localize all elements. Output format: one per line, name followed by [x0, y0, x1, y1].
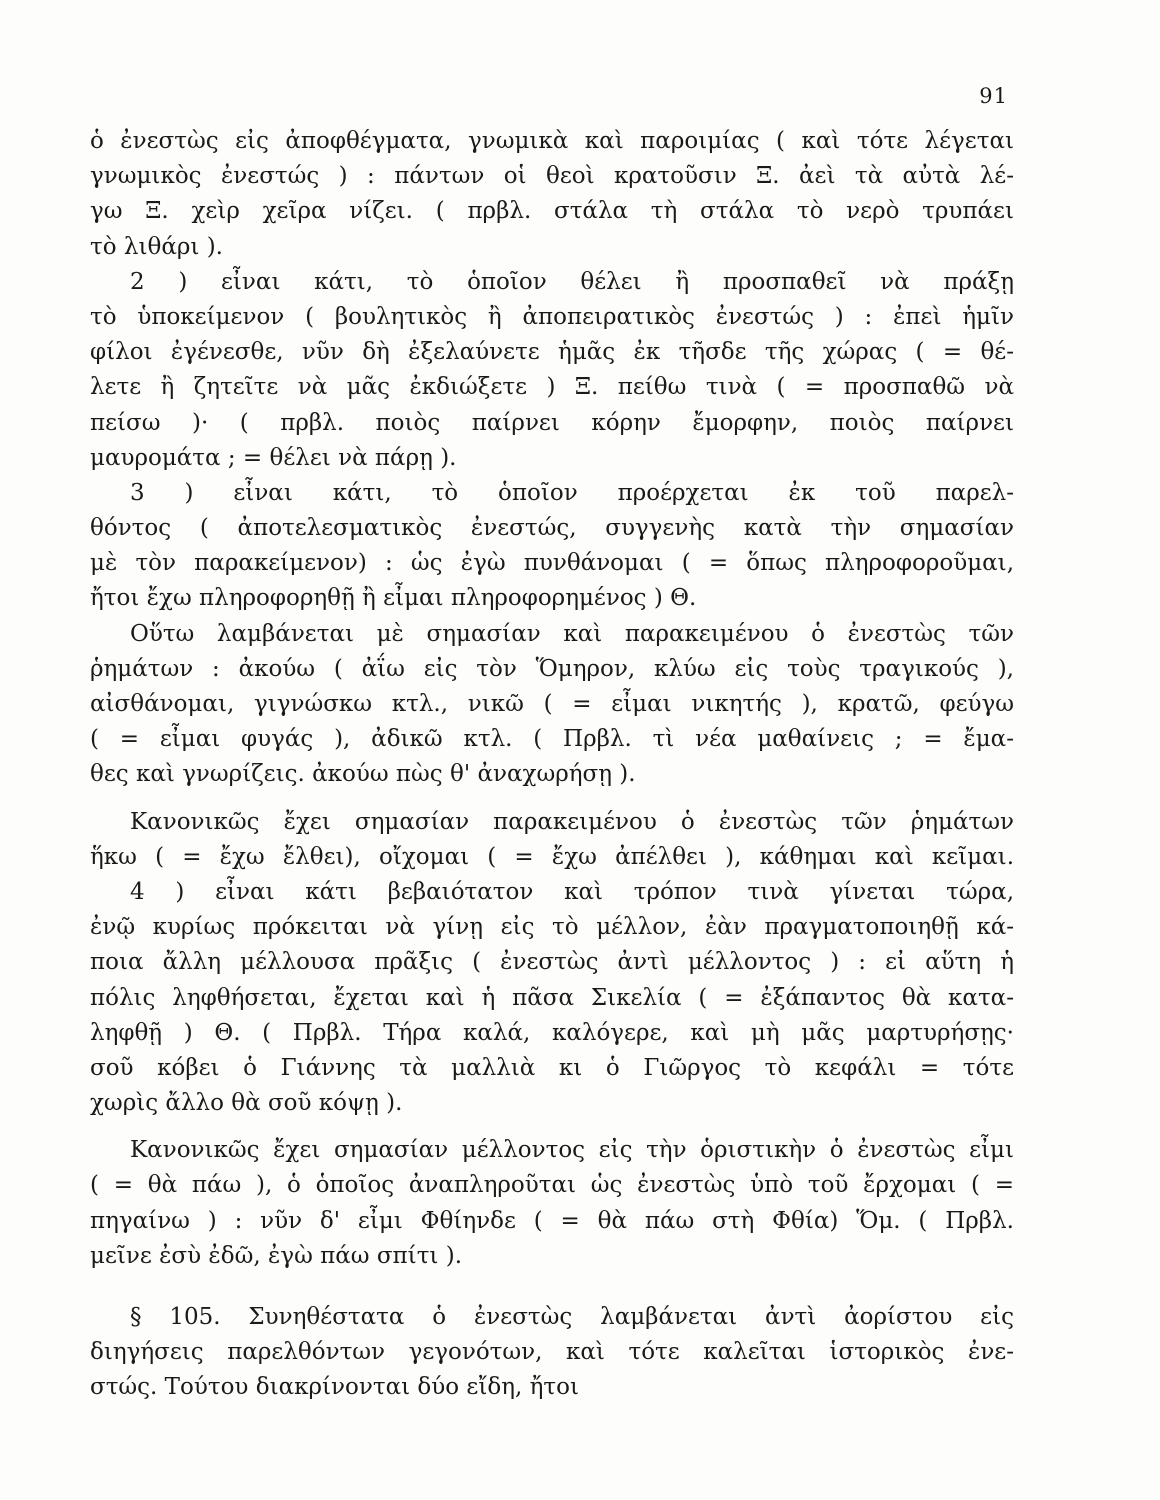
text-line: Κανονικῶς ἔχει σημασίαν παρακειμένου ὁ ἐνεστὼς τῶν ῥημάτων — [130, 808, 1014, 835]
text-line: ἥκω ( = ἔχω ἔλθει), οἴχομαι ( = ἔχω ἀπέλθει ), κάθημαι καὶ κεῖμαι. — [90, 843, 1014, 870]
text-line: πείσω )· ( πρβλ. ποιὸς παίρνει κόρην ἔμορφην, ποιὸς παίρνει — [90, 409, 1014, 436]
text-line: 2 ) εἶναι κάτι, τὸ ὁποῖον θέλει ἢ προσπαθεῖ νὰ πράξῃ — [130, 268, 1014, 295]
text-line: γω Ξ. χεὶρ χεῖρα νίζει. ( πρβλ. στάλα τὴ στάλα τὸ νερὸ τρυπάει — [90, 198, 1014, 225]
spacer — [90, 1274, 1014, 1300]
text-line: λετε ἢ ζητεῖτε νὰ μᾶς ἐκδιώξετε ) Ξ. πείθω τινὰ ( = προσπαθῶ νὰ — [90, 374, 1014, 401]
text-line: πόλις ληφθήσεται, ἔχεται καὶ ἡ πᾶσα Σικελία ( = ἐξάπαντος θὰ κατα- — [90, 984, 1014, 1011]
text-line: μὲ τὸν παρακείμενον) : ὡς ἐγὼ πυνθάνομαι ( = ὅπως πληροφοροῦμαι, — [90, 550, 1014, 577]
text-line: 3 ) εἶναι κάτι, τὸ ὁποῖον προέρχεται ἐκ τοῦ παρελ- — [130, 479, 1014, 506]
text-line: πηγαίνω ) : νῦν δ' εἶμι Φθίηνδε ( = θὰ πάω στὴ Φθία) Ὅμ. ( Πρβλ. — [90, 1207, 1014, 1234]
text-line: σοῦ κόβει ὁ Γιάννης τὰ μαλλιὰ κι ὁ Γιῶργος τὸ κεφάλι = τότε — [90, 1054, 1014, 1081]
text-line: αἰσθάνομαι, γιγνώσκω κτλ., νικῶ ( = εἶμαι νικητής ), κρατῶ, φεύγω — [90, 691, 1014, 717]
spacer — [90, 1121, 1014, 1133]
text-line: διηγήσεις παρελθόντων γεγονότων, καὶ τότε καλεῖται ἱστορικὸς ἐνε- — [90, 1339, 1014, 1366]
text-line: ἐνῷ κυρίως πρόκειται νὰ γίνῃ εἰς τὸ μέλλον, ἐὰν πραγματοποιηθῇ κά- — [90, 914, 1014, 941]
text-line: ( = εἶμαι φυγάς ), ἀδικῶ κτλ. ( Πρβλ. τὶ νέα μαθαίνεις ; = ἔμα- — [90, 726, 1014, 753]
section-heading-line: § 105. Συνηθέστατα ὁ ἐνεστὼς λαμβάνεται ἀντὶ ἀορίστου εἰς — [130, 1304, 1014, 1330]
text-line: θόντος ( ἀποτελεσματικὸς ἐνεστώς, συγγενὴς κατὰ τὴν σημασίαν — [90, 515, 1014, 542]
spacer — [90, 793, 1014, 805]
text-line: ῥημάτων : ἀκούω ( ἀΐω εἰς τὸν Ὅμηρον, κλύω εἰς τοὺς τραγικούς ), — [90, 655, 1014, 682]
text-line: Κανονικῶς ἔχει σημασίαν μέλλοντος εἰς τὴν ὁριστικὴν ὁ ἐνεστὼς εἶμι — [130, 1137, 1014, 1164]
text-line: θες καὶ γνωρίζεις. ἀκούω πὼς θ' ἀναχωρήσῃ ). — [90, 761, 636, 788]
text-line: Οὕτω λαμβάνεται μὲ σημασίαν καὶ παρακειμένου ὁ ἐνεστὼς τῶν — [130, 620, 1014, 647]
text-line: ὁ ἐνεστὼς εἰς ἀποφθέγματα, γνωμικὰ καὶ παροιμίας ( καὶ τότε λέγεται — [90, 128, 1014, 154]
text-line: φίλοι ἐγένεσθε, νῦν δὴ ἐξελαύνετε ἡμᾶς ἐκ τῆσδε τῆς χώρας ( = θέ- — [90, 339, 1014, 366]
text-line: ἤτοι ἔχω πληροφορηθῇ ἢ εἶμαι πληροφορημένος ) Θ. — [90, 585, 697, 612]
text-line: ποια ἄλλη μέλλουσα πρᾶξις ( ἐνεστὼς ἀντὶ μέλλοντος ) : εἰ αὕτη ἡ — [90, 949, 1014, 976]
text-line: στώς. Τούτου διακρίνονται δύο εἴδη, ἤτοι — [90, 1374, 579, 1401]
body-text — [90, 124, 1014, 1406]
text-line: γνωμικὸς ἐνεστώς ) : πάντων οἱ θεοὶ κρατοῦσιν Ξ. ἀεὶ τὰ αὐτὰ λέ- — [90, 163, 1014, 190]
page-number: 91 — [979, 84, 1008, 108]
text-line: τὸ λιθάρι ). — [90, 233, 223, 260]
text-line: μεῖνε ἐσὺ ἐδῶ, ἐγὼ πάω σπίτι ). — [90, 1242, 463, 1269]
text-line: ( = θὰ πάω ), ὁ ὁποῖος ἀναπληροῦται ὡς ἐνεστὼς ὑπὸ τοῦ ἔρχομαι ( = — [90, 1172, 1014, 1199]
text-line: τὸ ὑποκείμενον ( βουλητικὸς ἢ ἀποπειρατικὸς ἐνεστώς ) : ἐπεὶ ἡμῖν — [90, 303, 1014, 330]
text-line: ληφθῇ ) Θ. ( Πρβλ. Τήρα καλά, καλόγερε, καὶ μὴ μᾶς μαρτυρήσῃς· — [90, 1019, 1014, 1046]
text-line: μαυρομάτα ; = θέλει νὰ πάρῃ ). — [90, 444, 457, 471]
text-line: 4 ) εἶναι κάτι βεβαιότατον καὶ τρόπον τινὰ γίνεται τώρα, — [130, 878, 1014, 905]
text-line: χωρὶς ἄλλο θὰ σοῦ κόψῃ ). — [90, 1090, 403, 1117]
